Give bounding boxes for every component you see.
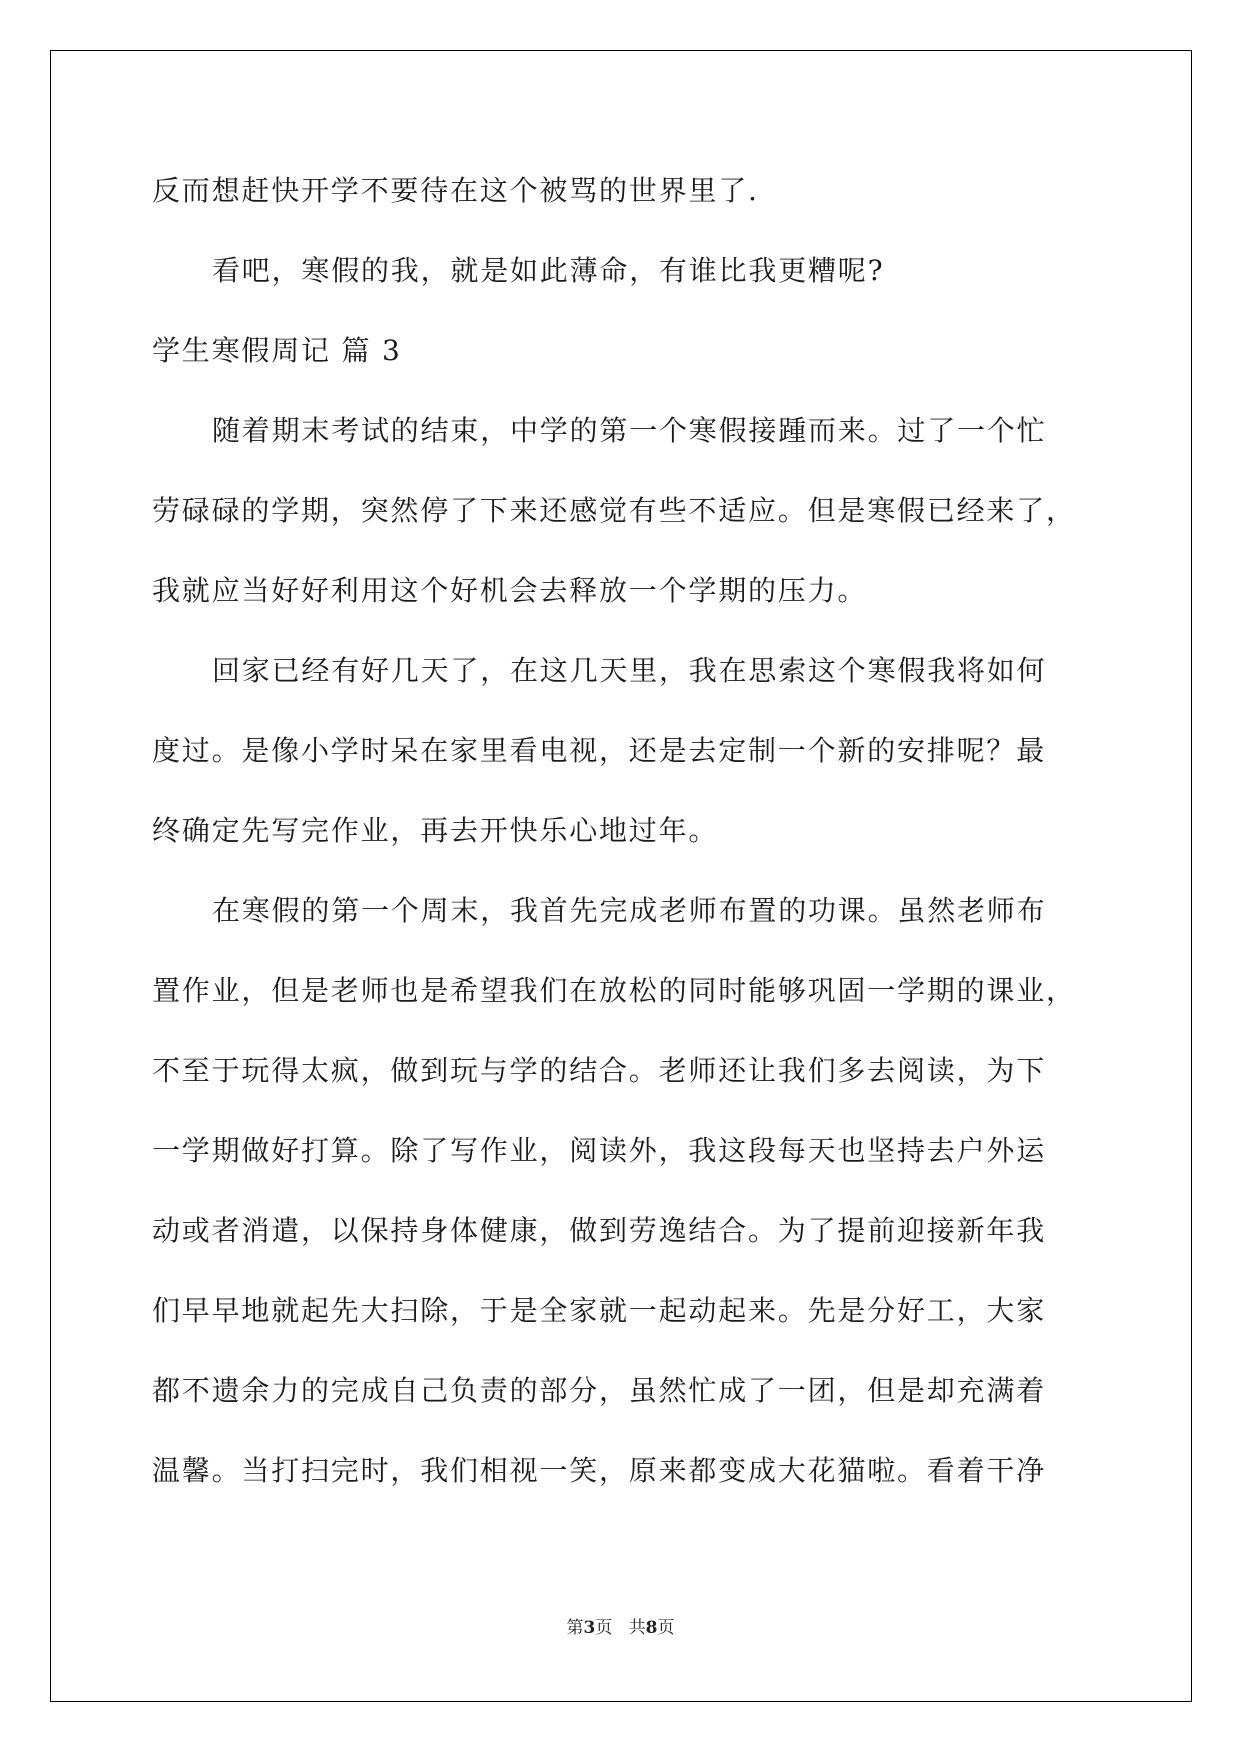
body-line-17: 温馨。当打扫完时，我们相视一笑，原来都变成大花猫啦。看着干净 (152, 1454, 1047, 1487)
body-line-4: 随着期末考试的结束，中学的第一个寒假接踵而来。过了一个忙 (212, 414, 1047, 447)
body-line-2: 看吧，寒假的我，就是如此薄命，有谁比我更糟呢? (212, 254, 885, 287)
footer-prefix: 第 (566, 1618, 584, 1638)
body-line-10: 在寒假的第一个周末，我首先完成老师布置的功课。虽然老师布 (212, 894, 1047, 927)
body-line-16: 都不遗余力的完成自己负责的部分，虽然忙成了一团，但是却充满着 (152, 1374, 1047, 1407)
body-line-6: 我就应当好好利用这个好机会去释放一个学期的压力。 (152, 574, 868, 607)
section-heading: 学生寒假周记 篇 3 (152, 334, 402, 367)
footer-total-pages: 8 (645, 1618, 658, 1638)
body-line-7: 回家已经有好几天了，在这几天里，我在思索这个寒假我将如何 (212, 654, 1047, 687)
footer-page-number: 3 (583, 1618, 596, 1638)
page-footer (0, 1618, 1241, 1638)
footer-suffix: 页 (657, 1618, 675, 1638)
body-line-12: 不至于玩得太疯，做到玩与学的结合。老师还让我们多去阅读，为下 (152, 1054, 1047, 1087)
body-line-8: 度过。是像小学时呆在家里看电视，还是去定制一个新的安排呢？最 (152, 734, 1047, 767)
body-line-13: 一学期做好打算。除了写作业，阅读外，我这段每天也坚持去户外运 (152, 1134, 1047, 1167)
body-line-9: 终确定先写完作业，再去开快乐心地过年。 (152, 814, 719, 847)
body-line-5: 劳碌碌的学期，突然停了下来还感觉有些不适应。但是寒假已经来了， (152, 494, 1076, 527)
footer-mid: 页 共 (595, 1618, 646, 1638)
body-line-14: 动或者消遣，以保持身体健康，做到劳逸结合。为了提前迎接新年我 (152, 1214, 1047, 1247)
body-line-11: 置作业，但是老师也是希望我们在放松的同时能够巩固一学期的课业， (152, 974, 1076, 1007)
body-line-1: 反而想赶快开学不要待在这个被骂的世界里了. (152, 174, 759, 207)
body-line-15: 们早早地就起先大扫除，于是全家就一起动起来。先是分好工，大家 (152, 1294, 1047, 1327)
